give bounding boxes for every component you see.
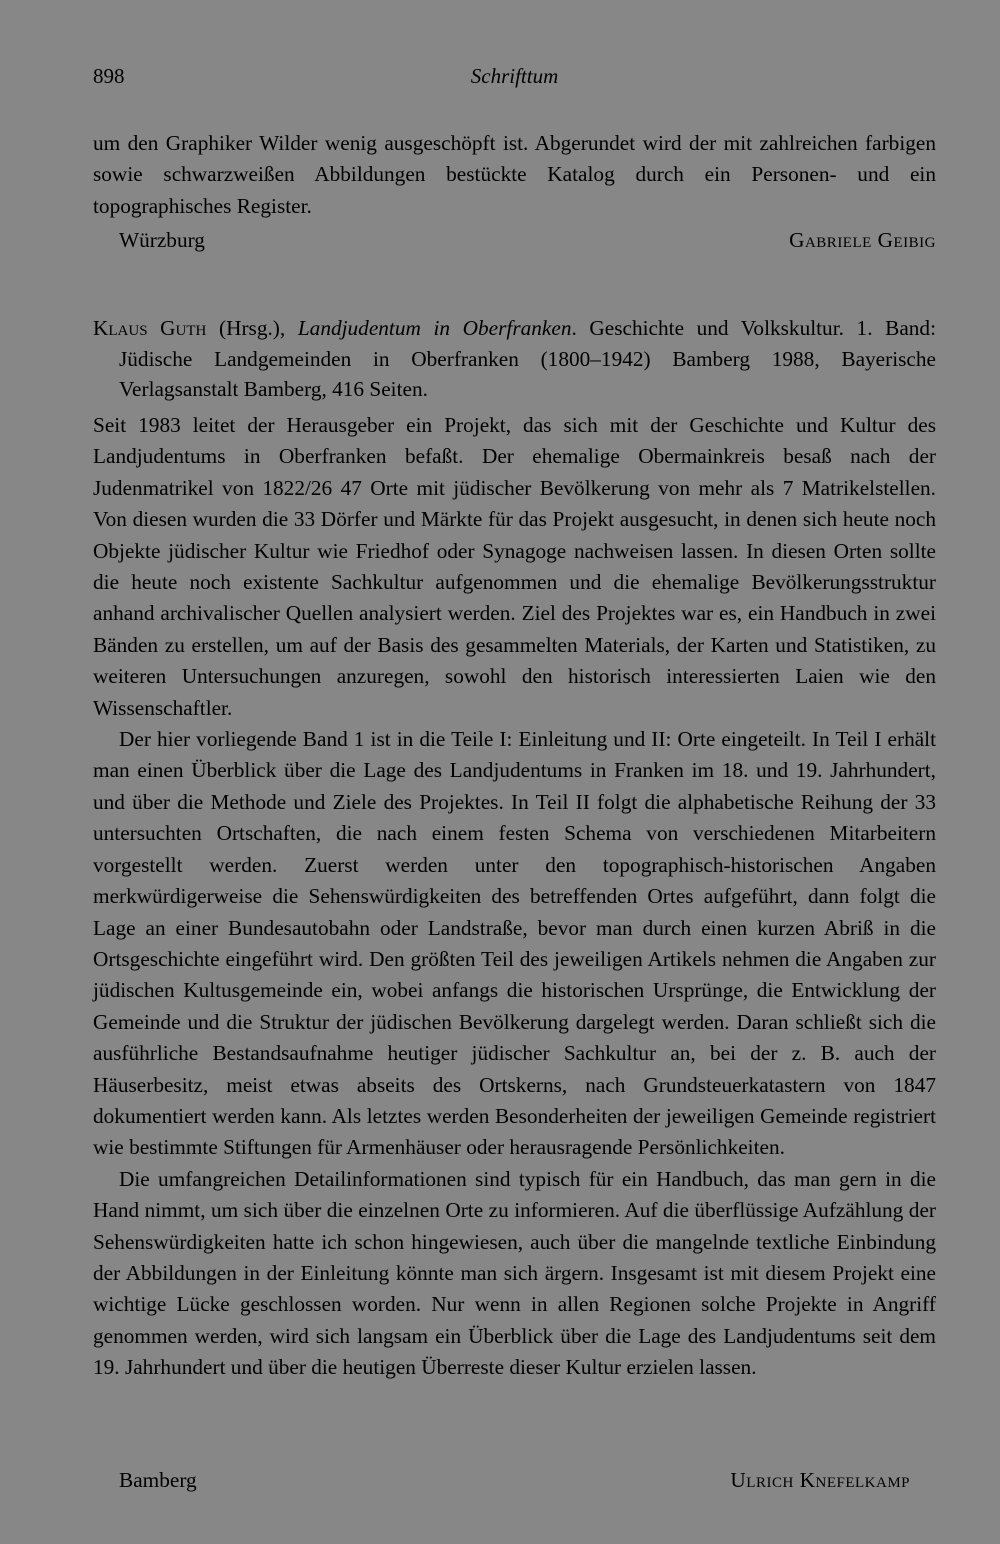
book-details: . Geschichte und Volkskultur. 1. Band: Jüdische Landgemeinden in Oberfranken (1800–1942) Bamberg 1988, Bayerische Verlagsanstalt Bamberg, 416 Seiten. xyxy=(119,316,936,401)
review-2-citation xyxy=(93,313,936,405)
reviewer-place: Würzburg xyxy=(119,228,205,252)
paragraph: Der hier vorliegende Band 1 ist in die Teile I: Einleitung und II: Orte eingeteilt. In Teil I erhält man einen Überblick über die Lage des Landjudentums in Franken im 18. und 19. Jahrhundert, und über die Methode und Ziele des Projektes. In Teil II folgt die alphabetische Reihung der 33 untersuchten Ortschaften, die nach einem festen Schema von verschiedenen Mitarbeitern vorgestellt werden. Zuerst werden unter den topographisch-historischen Angaben merkwürdigerweise die Sehenswürdigkeiten des betreffenden Ortes aufgeführt, dann folgt die Lage an einer Bundesautobahn oder Landstraße, bevor man durch einen kurzen Abriß in die Ortsgeschichte eingeführt wird. Den größten Teil des jeweiligen Artikels nehmen die Angaben zur jüdischen Kultusgemeinde ein, wobei anfangs die historischen Ursprünge, die Entwicklung der Gemeinde und die Struktur der jüdischen Bevölkerung dargelegt werden. Daran schließt sich die ausführliche Bestandsaufnahme heutiger jüdischer Sachkultur an, bei der z. B. auch der Häuserbesitz, meist etwas abseits des Ortskerns, nach Grundsteuerkatastern von 1847 dokumentiert werden kann. Als letztes werden Besonderheiten der jeweiligen Gemeinde registriert wie bestimmte Stiftungen für Armenhäuser oder herausragende Persönlichkeiten. xyxy=(93,727,936,1160)
review-2-body xyxy=(93,410,936,1384)
paragraph: Die umfangreichen Detailinformationen sind typisch für ein Handbuch, das man gern in die Hand nimmt, um sich über die einzelnen Orte zu informieren. Auf die überflüssige Aufzählung der Sehenswürdigkeiten hatte ich schon hingewiesen, auch über die mangelnde textliche Einbindung der Abbildungen in der Einleitung könnte man sich ärgern. Insgesamt ist mit diesem Projekt eine wichtige Lücke geschlossen worden. Nur wenn in allen Regionen solche Projekte in Angriff genommen werden, wird sich langsam ein Überblick über die Lage des Landjudentums seit dem 19. Jahrhundert und über die heutigen Überreste dieser Kultur erzielen lassen. xyxy=(93,1166,936,1380)
book-author: Klaus Guth xyxy=(93,316,207,340)
reviewer-name: Ulrich Knefelkamp xyxy=(730,1468,910,1492)
review-2-signature xyxy=(119,1465,936,1496)
paragraph: um den Graphiker Wilder wenig ausgeschöpft ist. Abgerundet wird der mit zahlreichen farbigen sowie schwarzweißen Abbildungen bestückte Katalog durch ein Personen- und ein topographisches Register. xyxy=(93,131,936,218)
section-title: Schrifttum xyxy=(470,64,559,88)
editor-note: (Hrsg.), xyxy=(206,316,298,340)
review-1-signature xyxy=(119,225,936,256)
book-title: Landjudentum in Oberfranken xyxy=(297,316,572,340)
page-number: 898 xyxy=(93,64,125,88)
running-head xyxy=(93,64,936,94)
reviewer-name: Gabriele Geibig xyxy=(789,228,936,252)
review-1-closing-text xyxy=(93,128,936,222)
reviewer-place: Bamberg xyxy=(119,1468,197,1492)
paragraph: Seit 1983 leitet der Herausgeber ein Projekt, das sich mit der Geschichte und Kultur des Landjudentums in Oberfranken befaßt. Der ehemalige Obermainkreis besaß nach der Judenmatrikel von 1822/26 47 Orte mit jüdischer Bevölkerung von mehr als 7 Matrikelstellen. Von diesen wurden die 33 Dörfer und Märkte für das Projekt ausgesucht, in denen sich heute noch Objekte jüdischer Kultur wie Friedhof oder Synagoge nachweisen lassen. In diesen Orten sollte die heute noch existente Sachkultur aufgenommen und die ehemalige Bevölkerungsstruktur anhand archivalischer Quellen analysiert werden. Ziel des Projektes war es, ein Handbuch in zwei Bänden zu erstellen, um auf der Basis des gesammelten Materials, der Karten und Statistiken, zu weiteren Untersuchungen anzuregen, sowohl den historisch interessierten Laien wie den Wissenschaftler. xyxy=(93,413,936,720)
